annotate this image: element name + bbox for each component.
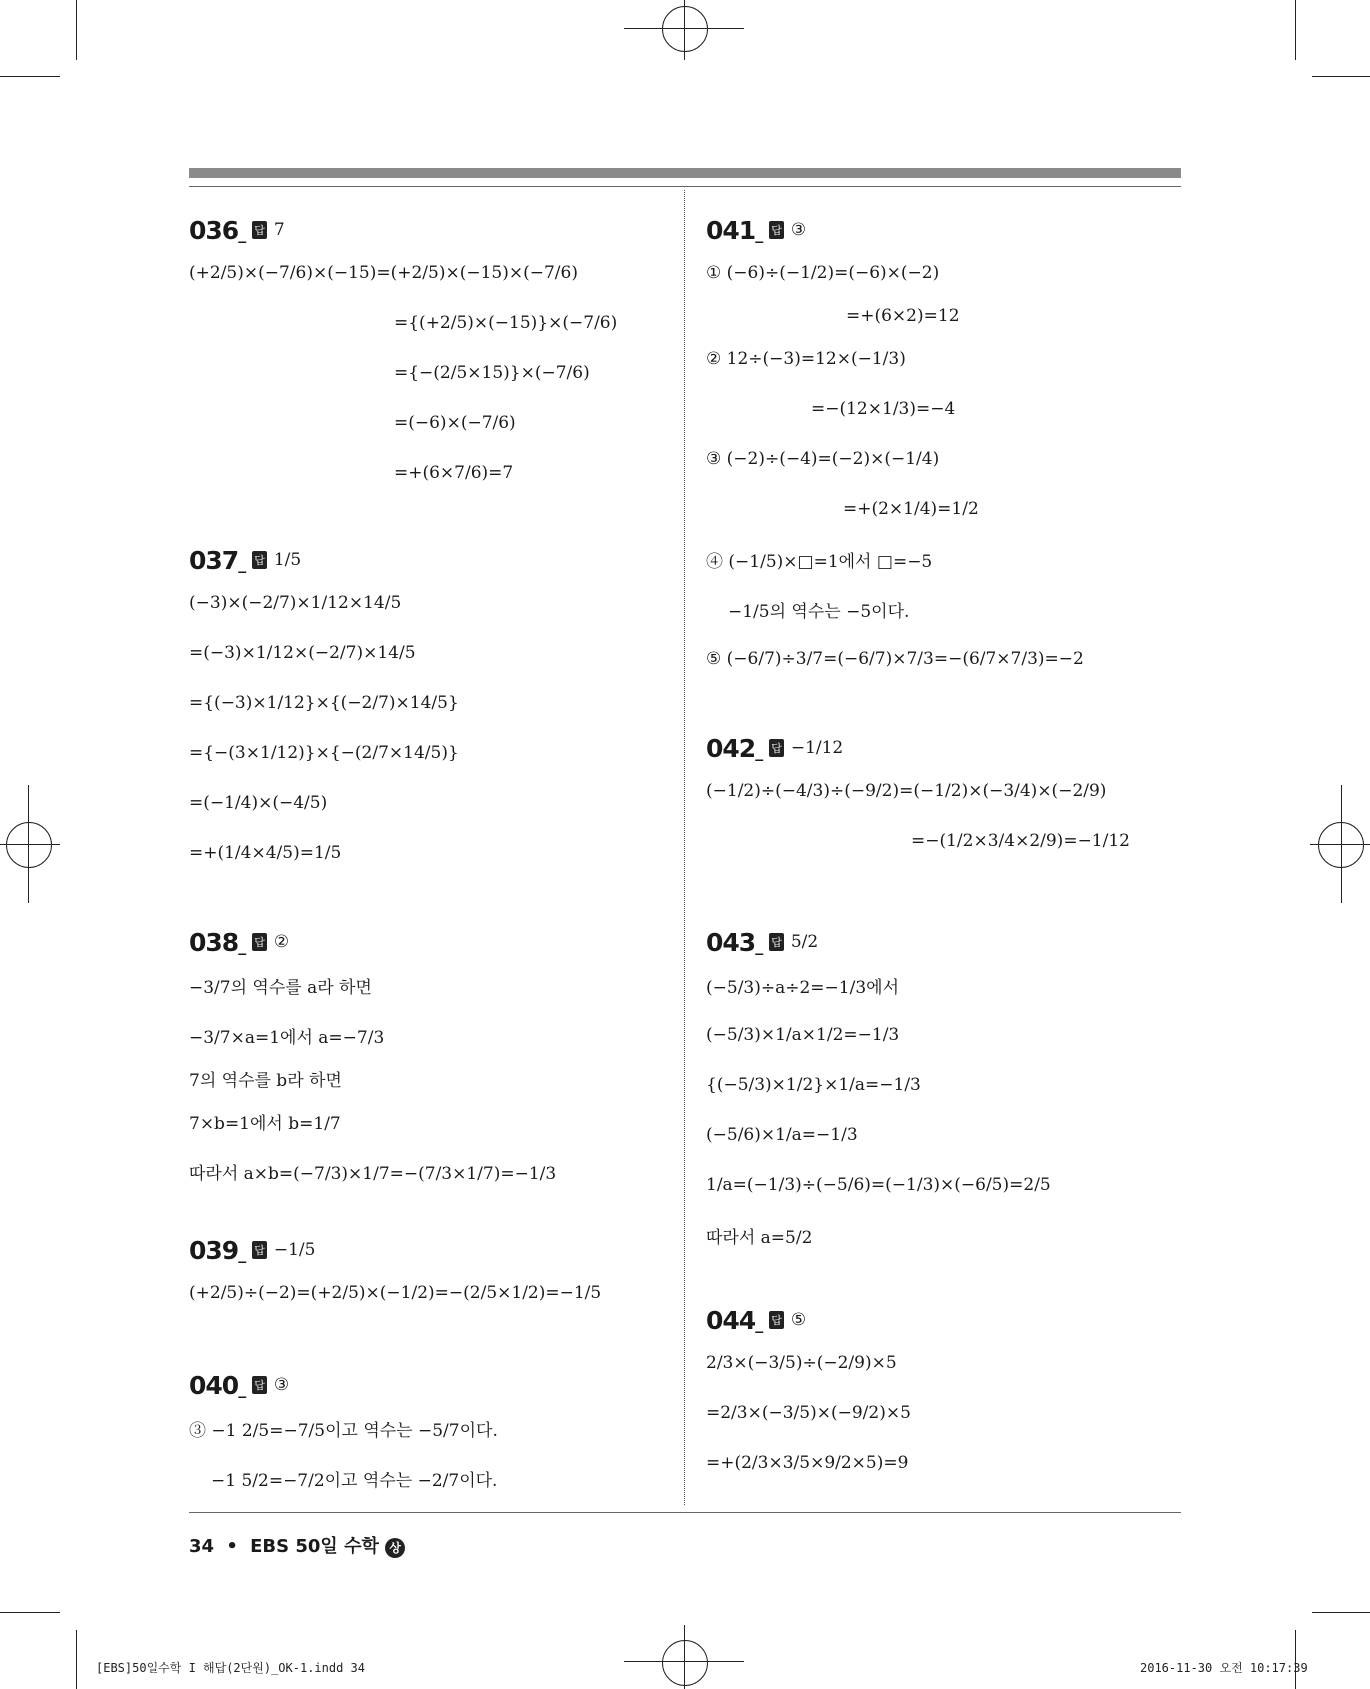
equation-line: 따라서 a×b=(−7/3)×1/7=−(7/3×1/7)=−1/3 [189, 1163, 557, 1184]
problem-number: 041 _ [706, 216, 762, 245]
equation-line: ③ −1 2/5=−7/5이고 역수는 −5/7이다. [189, 1420, 498, 1441]
equation-line: ={−(3×1/12)}×{−(2/7×14/5)} [189, 743, 459, 763]
equation-line: ③ (−2)÷(−4)=(−2)×(−1/4) [706, 449, 940, 469]
answer-value: 5/2 [790, 932, 819, 952]
problem-038 [189, 924, 556, 1196]
answer-tag: 답 [769, 739, 784, 757]
equation-line: 2/3×(−3/5)÷(−2/9)×5 [706, 1353, 897, 1373]
equation-line: 7의 역수를 b라 하면 [189, 1070, 342, 1091]
crop-mark [0, 844, 60, 845]
equation-line: −1 5/2=−7/2이고 역수는 −2/7이다. [211, 1470, 498, 1491]
problem-number: 036 _ [189, 216, 245, 245]
equation-line: 7×b=1에서 b=1/7 [189, 1113, 341, 1134]
problem-044 [706, 1302, 911, 1488]
equation-line: ⑤ (−6/7)÷3/7=(−6/7)×7/3=−(6/7×7/3)=−2 [706, 649, 1084, 669]
problem-number: 040 _ [189, 1371, 245, 1400]
equation-line: (−3)×(−2/7)×1/12×14/5 [189, 593, 402, 613]
equation-line: ① (−6)÷(−1/2)=(−6)×(−2) [706, 263, 940, 283]
answer-tag: 답 [769, 1311, 784, 1329]
equation-line: =(−1/4)×(−4/5) [189, 793, 328, 813]
answer-value: ② [273, 932, 290, 952]
equation-line: =+(1/4×4/5)=1/5 [189, 843, 342, 863]
problem-040 [189, 1367, 498, 1503]
answer-tag: 답 [252, 1376, 267, 1394]
answer-tag: 답 [769, 221, 784, 239]
equation-line: =+(2×1/4)=1/2 [843, 499, 979, 519]
equation-line: ④ (−1/5)×□=1에서 □=−5 [706, 551, 933, 572]
problem-number: 042 _ [706, 734, 762, 763]
equation-line: (+2/5)÷(−2)=(+2/5)×(−1/2)=−(2/5×1/2)=−1/5 [189, 1283, 602, 1303]
answer-tag: 답 [252, 933, 267, 951]
equation-line: =(−6)×(−7/6) [394, 413, 516, 433]
bullet-icon: • [226, 1536, 238, 1557]
equation-line: =+(6×2)=12 [846, 306, 960, 326]
equation-line: =+(2/3×3/5×9/2×5)=9 [706, 1453, 909, 1473]
equation-line: −1/5의 역수는 −5이다. [728, 601, 910, 622]
book-mark-badge: 상 [385, 1538, 405, 1558]
answer-tag: 답 [252, 221, 267, 239]
problem-number: 043 _ [706, 928, 762, 957]
equation-line: (−5/3)÷a÷2=−1/3에서 [706, 977, 899, 998]
crop-mark [624, 28, 744, 29]
equation-line: =−(12×1/3)=−4 [811, 399, 956, 419]
crop-mark [1312, 76, 1370, 77]
equation-line: {(−5/3)×1/2}×1/a=−1/3 [706, 1075, 921, 1095]
crop-mark [684, 1625, 685, 1689]
answer-value: 7 [273, 220, 285, 240]
crop-mark [1312, 1612, 1370, 1613]
equation-line: =2/3×(−3/5)×(−9/2)×5 [706, 1403, 911, 1423]
answer-tag: 답 [769, 933, 784, 951]
crop-mark [1295, 0, 1296, 60]
crop-mark [0, 1612, 60, 1613]
book-title: EBS 50일 수학 [250, 1536, 379, 1557]
equation-line: =+(6×7/6)=7 [394, 463, 514, 483]
column-divider [684, 190, 685, 1505]
answer-value: ③ [273, 1375, 290, 1395]
problem-number: 039 _ [189, 1236, 245, 1265]
problem-037 [189, 542, 459, 878]
problem-number: 038 _ [189, 928, 245, 957]
header-rule [189, 186, 1181, 187]
crop-mark [76, 0, 77, 60]
equation-line: =−(1/2×3/4×2/9)=−1/12 [911, 831, 1130, 851]
equation-line: ={−(2/5×15)}×(−7/6) [394, 363, 590, 383]
footer-rule [189, 1512, 1181, 1513]
equation-line: ={(−3)×1/12}×{(−2/7)×14/5} [189, 693, 459, 713]
equation-line: 1/a=(−1/3)÷(−5/6)=(−1/3)×(−6/5)=2/5 [706, 1175, 1051, 1195]
answer-value: 1/5 [273, 550, 302, 570]
problem-041 [706, 212, 1084, 684]
problem-042 [706, 730, 1130, 866]
problem-number: 037 _ [189, 546, 245, 575]
header-bar [189, 168, 1181, 178]
page-number: 34 [189, 1536, 215, 1557]
equation-line: ② 12÷(−3)=12×(−1/3) [706, 349, 906, 369]
problem-036 [189, 212, 617, 498]
equation-line: (+2/5)×(−7/6)×(−15)=(+2/5)×(−15)×(−7/6) [189, 263, 578, 283]
problem-043 [706, 924, 1051, 1260]
equation-line: 따라서 a=5/2 [706, 1227, 813, 1248]
registration-mark-icon [662, 1640, 708, 1686]
equation-line: (−5/3)×1/a×1/2=−1/3 [706, 1025, 900, 1045]
answer-value: −1/12 [790, 738, 844, 758]
equation-line: −3/7의 역수를 a라 하면 [189, 977, 372, 998]
answer-value: ⑤ [790, 1310, 807, 1330]
slug-file: [EBS]50일수학 I 해답(2단원)_OK-1.indd 34 [96, 1661, 365, 1675]
equation-line: =(−3)×1/12×(−2/7)×14/5 [189, 643, 416, 663]
equation-line: −3/7×a=1에서 a=−7/3 [189, 1027, 385, 1048]
registration-mark-icon [6, 822, 52, 868]
crop-mark [624, 1661, 744, 1662]
registration-mark-icon [662, 6, 708, 52]
answer-value: −1/5 [273, 1240, 316, 1260]
answer-tag: 답 [252, 1241, 267, 1259]
slug-timestamp: 2016-11-30 오전 10:17:39 [1140, 1661, 1308, 1675]
crop-mark [684, 0, 685, 60]
equation-line: (−1/2)÷(−4/3)÷(−9/2)=(−1/2)×(−3/4)×(−2/9) [706, 781, 1107, 801]
crop-mark [1310, 844, 1370, 845]
answer-tag: 답 [252, 551, 267, 569]
crop-mark [0, 76, 60, 77]
problem-number: 044 _ [706, 1306, 762, 1335]
equation-line: ={(+2/5)×(−15)}×(−7/6) [394, 313, 618, 333]
problem-039 [189, 1232, 601, 1318]
equation-line: (−5/6)×1/a=−1/3 [706, 1125, 858, 1145]
page-footer [189, 1532, 405, 1558]
answer-value: ③ [790, 220, 807, 240]
crop-mark [76, 1630, 77, 1689]
